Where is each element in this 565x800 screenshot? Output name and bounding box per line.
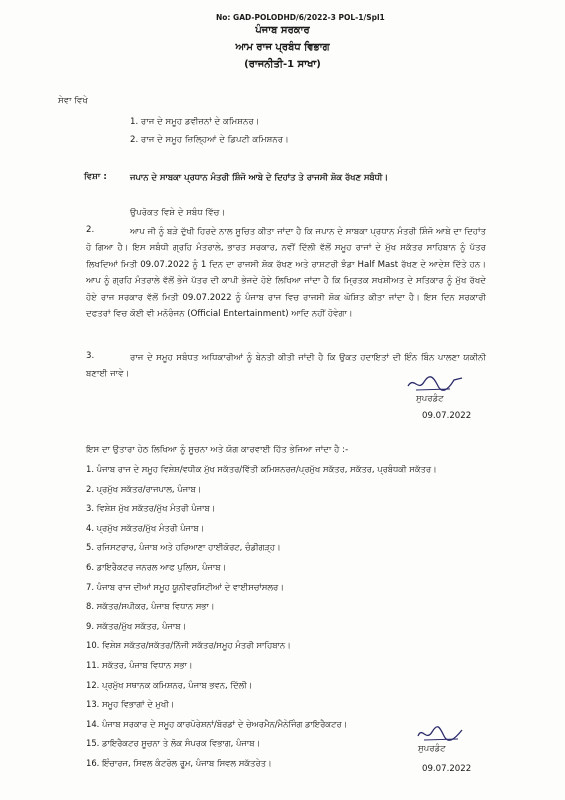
header-government: ਪੰਜਾਬ ਸਰਕਾਰ	[255, 25, 310, 36]
list-item: 12. ਪ੍ਰਮੁੱਖ ਸਥਾਨਕ ਕਮਿਸ਼ਨਰ, ਪੰਜਾਬ ਭਵਨ, ਦਿੱਲੀ।	[86, 679, 253, 690]
list-item: 11. ਸਕੱਤਰ, ਪੰਜਾਬ ਵਿਧਾਨ ਸਭਾ।	[86, 659, 193, 670]
subject-label: ਵਿਸ਼ਾ :	[84, 172, 107, 182]
list-item: 1. ਪੰਜਾਬ ਰਾਜ ਦੇ ਸਮੂਹ ਵਿਸ਼ੇਸ਼/ਵਧੀਕ ਮੁੱਖ ਸਕੱਤਰ/ਵਿੱਤੀ ਕਮਿਸ਼ਨਰਜ਼/ਪ੍ਰਮੁੱਖ ਸਕੱਤਰ, ਸਕੱਤਰ, ਪ੍ਰਬੰਧਕੀ ਸਕੱਤਰ।	[86, 464, 437, 474]
list-item: 9. ਸਕੱਤਰ/ਮੁੱਖ ਸਕੱਤਰ, ਪੰਜਾਬ।	[86, 620, 187, 631]
subject-text: ਜਪਾਨ ਦੇ ਸਾਬਕਾ ਪ੍ਰਧਾਨ ਮੰਤਰੀ ਸ਼ਿੰਜੋ ਆਬੇ ਦੇ ਦਿਹਾਂਤ ਤੇ ਰਾਜਸੀ ਸ਼ੋਕ ਰੱਖਣ ਸਬੰਧੀ।	[130, 172, 389, 182]
list-item: 2. ਪ੍ਰਮੁੱਖ ਸਕੱਤਰ/ਰਾਜਪਾਲ, ਪੰਜਾਬ।	[86, 483, 202, 494]
distribution-intro: ਇਸ ਦਾ ਉਤਾਰਾ ਹੇਠ ਲਿਖਿਆ ਨੂੰ ਸੂਚਨਾ ਅਤੇ ਯੋਗ ਕਾਰਵਾਈ ਹਿੱਤ ਭੇਜਿਆ ਜਾਂਦਾ ਹੈ :-	[86, 445, 349, 455]
list-item: 5. ਰਜਿਸਟਰਾਰ, ਪੰਜਾਬ ਅਤੇ ਹਰਿਆਣਾ ਹਾਈਕੋਰਟ, ਚੰਡੀਗੜ੍ਹ।	[86, 542, 281, 553]
list-item: 15. ਡਾਇਰੈਕਟਰ ਸੂਚਨਾ ਤੇ ਲੋਕ ਸੰਪਰਕ ਵਿਭਾਗ, ਪੰਜਾਬ।	[86, 738, 261, 749]
signature-2	[414, 724, 470, 746]
list-item: 4. ਪ੍ਰਮੁੱਖ ਸਕੱਤਰ/ਮੁੱਖ ਮੰਤਰੀ ਪੰਜਾਬ।	[86, 522, 205, 533]
list-item: 6. ਡਾਇਰੈਕਟਰ ਜਨਰਲ ਆਫ ਪੁਲਿਸ, ਪੰਜਾਬ।	[86, 561, 227, 572]
list-item: 8. ਸਕੱਤਰ/ਸਪੀਕਰ, ਪੰਜਾਬ ਵਿਧਾਨ ਸਭਾ।	[86, 601, 215, 612]
list-item: 16. ਇੰਚਾਰਜ, ਸਿਵਲ ਕੰਟਰੋਲ ਰੂਮ, ਪੰਜਾਬ ਸਿਵਲ ਸਕੱਤਰੇਤ।	[86, 757, 272, 768]
recipient-1: 1. ਰਾਜ ਦੇ ਸਮੂਹ ਡਵੀਜ਼ਨਾਂ ਦੇ ਕਮਿਸ਼ਨਰ।	[130, 117, 260, 127]
signature-2-designation: ਸੁਪਰਡੰਟ	[418, 744, 446, 754]
signature-1-date: 09.07.2022	[422, 411, 472, 421]
list-item: 3. ਵਿਸ਼ੇਸ਼ ਮੁੱਖ ਸਕੱਤਰ/ਮੁੱਖ ਮੰਤਰੀ ਪੰਜਾਬ।	[86, 503, 216, 514]
para2-number: 2.	[86, 225, 95, 235]
list-item: 14. ਪੰਜਾਬ ਸਰਕਾਰ ਦੇ ਸਮੂਹ ਕਾਰਪੋਰੇਸ਼ਨਾਂ/ਬੋਰਡਾਂ ਦੇ ਚੇਅਰਮੈਨ/ਮੈਨੇਜਿੰਗ ਡਾਇਰੈਕਟਰ।	[86, 718, 348, 729]
para2-text: ਆਪ ਜੀ ਨੂੰ ਬੜੇ ਦੁੱਖੀ ਹਿਰਦੇ ਨਾਲ ਸੂਚਿਤ ਕੀਤਾ ਜਾਂਦਾ ਹੈ ਕਿ ਜਪਾਨ ਦੇ ਸਾਬਕਾ ਪ੍ਰਧਾਨ ਮੰਤਰੀ ਸ਼ਿੰਜੋ ਆਬੇ ਦਾ ਦਿਹਾਂਤ ਹੋ ਗਿਆ ਹੈ। ਇਸ ਸਬੰਧੀ ਗ੍ਰਹਿ ਮੰਤਰਾਲੇ, ਭਾਰਤ ਸਰਕਾਰ, ਨਵੀਂ ਦਿੱਲੀ ਵੱਲੋਂ ਸਮੂਹ ਰਾਜਾਂ ਦੇ ਮੁੱਖ ਸਕੱਤਰ ਸਾਹਿਬਾਨ ਨੂੰ ਪੱਤਰ ਲਿਖਦਿਆਂ ਮਿਤੀ 09.07.2022 ਨੂੰ 1 ਦਿਨ ਦਾ ਰਾਜਸੀ ਸ਼ੋਕ ਰੱਖਣ ਅਤੇ ਰਾਸ਼ਟਰੀ ਝੰਡਾ Half Mast ਰੱਖਣ ਦੇ ਆਦੇਸ਼ ਦਿੱਤੇ ਹਨ। ਆਪ ਨੂੰ ਗ੍ਰਹਿ ਮੰਤਰਾਲੇ ਵੱਲੋਂ ਭੇਜੇ ਪੱਤਰ ਦੀ ਕਾਪੀ ਭੇਜਦੇ ਹੋਏ ਲਿਖਿਆ ਜਾਂਦਾ ਹੈ ਕਿ ਮ੍ਰਿਤਕ ਸਖਸ਼ੀਅਤ ਦੇ ਸਤਿਕਾਰ ਨੂੰ ਮੁੱਖ ਰੱਖਦੇ ਹੋਏ ਰਾਜ ਸਰਕਾਰ ਵੱਲੋਂ ਮਿਤੀ 09.07.2022 ਨੂੰ ਪੰਜਾਬ ਰਾਜ ਵਿਚ ਰਾਜਸੀ ਸ਼ੋਕ ਘੋਸ਼ਿਤ ਕੀਤਾ ਜਾਂਦਾ ਹੈ। ਇਸ ਦਿਨ ਸਰਕਾਰੀ ਦਫਤਰਾਂ ਵਿਚ ਕੋਈ ਵੀ ਮਨੋਰੰਜਨ (Official Entertainment) ਆਦਿ ਨਹੀਂ ਹੋਵੇਗਾ।	[86, 227, 486, 320]
signature-2-date: 09.07.2022	[422, 764, 472, 774]
recipient-2: 2. ਰਾਜ ਦੇ ਸਮੂਹ ਜ਼ਿਲ੍ਹਿਆਂ ਦੇ ਡਿਪਟੀ ਕਮਿਸ਼ਨਰ।	[130, 135, 289, 145]
para3-text: ਰਾਜ ਦੇ ਸਮੂਹ ਸਬੰਧਤ ਅਧਿਕਾਰੀਆਂ ਨੂੰ ਬੇਨਤੀ ਕੀਤੀ ਜਾਂਦੀ ਹੈ ਕਿ ਉਕਤ ਹਦਾਇਤਾਂ ਦੀ ਇੰਨ ਬਿੰਨ ਪਾਲਣਾ ਯਕੀਨੀ ਬਣਾਈ ਜਾਵੇ।	[86, 353, 486, 380]
distribution-list	[86, 460, 437, 774]
to-label: ਸੇਵਾ ਵਿਖੇ	[58, 96, 88, 106]
para3-number: 3.	[86, 351, 95, 361]
list-item: 7. ਪੰਜਾਬ ਰਾਜ ਦੀਆਂ ਸਮੂਹ ਯੂਨੀਵਰਸਿਟੀਆਂ ਦੇ ਵਾਈਸਚਾਂਸਲਰ।	[86, 581, 284, 592]
header-department: ਆਮ ਰਾਜ ਪ੍ਰਬੰਧ ਵਿਭਾਗ	[235, 42, 330, 53]
signature-1	[404, 372, 468, 396]
reference-line: ਉਪਰੋਕਤ ਵਿਸ਼ੇ ਦੇ ਸਬੰਧ ਵਿੱਚ।	[130, 208, 226, 218]
list-item: 13. ਸਮੂਹ ਵਿਭਾਗਾਂ ਦੇ ਮੁਖੀ।	[86, 699, 175, 710]
list-item: 10. ਵਿਸ਼ੇਸ਼ ਸਕੱਤਰ/ਸਕੱਤਰ/ਨਿੱਜੀ ਸਕੱਤਰ/ਸਮੂਹ ਮੰਤਰੀ ਸਾਹਿਬਾਨ।	[86, 640, 291, 651]
header-branch: (ਰਾਜਨੀਤੀ-1 ਸਾਖਾ)	[244, 59, 321, 70]
signature-1-designation: ਸੁਪਰਡੰਟ	[416, 394, 444, 404]
file-number: No: GAD-POLODHD/6/2022-3 POL-1/Spl1	[216, 13, 385, 22]
